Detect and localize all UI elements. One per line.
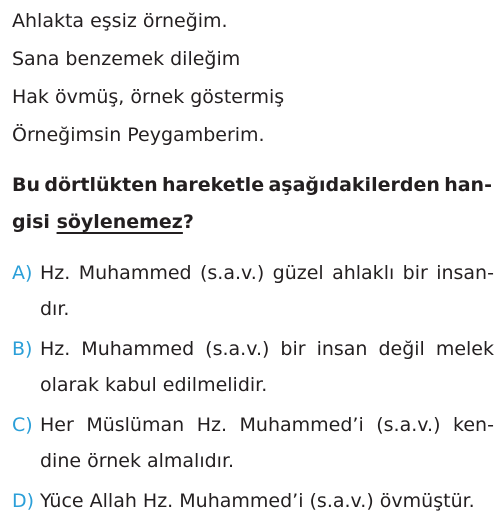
- question-line-1: [12, 167, 492, 204]
- option-letter: D): [12, 490, 35, 512]
- underlined-keyword: söylenemez: [56, 211, 183, 233]
- option-word: (s.a.v.): [205, 338, 270, 360]
- option-line: [40, 407, 494, 443]
- option-d[interactable]: [12, 483, 494, 519]
- option-word: değil: [378, 338, 425, 360]
- option-word: insan-: [436, 262, 494, 284]
- poem-stanza: [12, 2, 492, 154]
- option-line: olarak kabul edilmelidir.: [40, 374, 268, 396]
- question-word: hareketle: [161, 174, 265, 196]
- option-line: [40, 331, 494, 367]
- poem-line: Ahlakta eşsiz örneğim.: [12, 10, 228, 32]
- option-word: ken-: [453, 414, 494, 436]
- question-word: aşağıdakilerden: [268, 174, 440, 196]
- answer-options: [12, 255, 494, 519]
- option-letter: C): [12, 414, 33, 436]
- option-letter: A): [12, 262, 33, 284]
- option-word: bir: [280, 338, 306, 360]
- option-line: Yüce Allah Hz. Muhammed’i (s.a.v.) övmüştür.: [40, 490, 475, 512]
- question-word: dörtlükten: [44, 174, 158, 196]
- option-line: dır.: [40, 298, 70, 320]
- question-line-2: [12, 204, 492, 241]
- option-word: Muhammed’i: [239, 414, 364, 436]
- question-word: han-: [444, 174, 492, 196]
- option-word: güzel: [272, 262, 324, 284]
- option-word: Müslüman: [86, 414, 185, 436]
- option-word: ahlaklı: [332, 262, 395, 284]
- poem-line: Örneğimsin Peygamberim.: [12, 124, 265, 146]
- option-letter: B): [12, 338, 33, 360]
- option-word: Muhammed: [78, 262, 192, 284]
- option-word: melek: [435, 338, 494, 360]
- question-text: gisi: [12, 211, 57, 233]
- option-word: Hz.: [196, 414, 227, 436]
- question-stem: [12, 167, 492, 241]
- option-c[interactable]: [12, 407, 494, 479]
- option-line: dine örnek almalıdır.: [40, 450, 235, 472]
- option-a[interactable]: [12, 255, 494, 327]
- option-word: Her: [40, 414, 74, 436]
- option-b[interactable]: [12, 331, 494, 403]
- poem-line: Hak övmüş, örnek göstermiş: [12, 86, 285, 108]
- option-word: bir: [402, 262, 428, 284]
- option-line: [40, 255, 494, 291]
- option-word: (s.a.v.): [199, 262, 265, 284]
- question-mark: ?: [182, 211, 194, 233]
- option-word: Hz.: [40, 338, 71, 360]
- option-word: insan: [316, 338, 368, 360]
- poem-line: Sana benzemek dileğim: [12, 48, 241, 70]
- question-word: Bu: [12, 174, 41, 196]
- option-word: (s.a.v.): [376, 414, 441, 436]
- option-word: Muhammed: [81, 338, 195, 360]
- option-word: Hz.: [40, 262, 71, 284]
